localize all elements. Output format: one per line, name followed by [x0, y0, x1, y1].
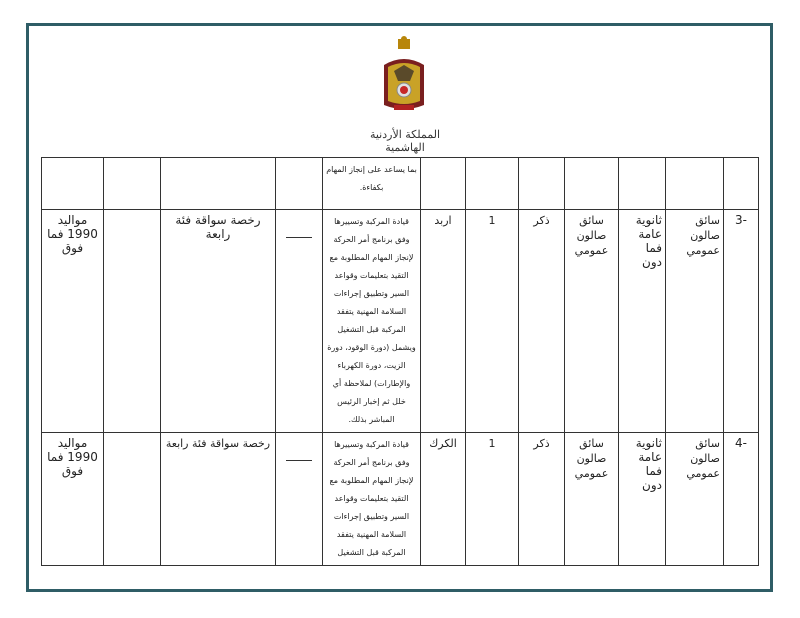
cell-count [466, 158, 519, 210]
cell-duties: بما يساعد على إنجاز المهام بكفاءة. [323, 158, 421, 210]
cell-qualification: ثانوية عامة فما دون [619, 210, 666, 433]
cell-index: -3 [724, 210, 759, 433]
cell-specialization: سائق صالون عمومي [565, 210, 619, 433]
cell-specialization: سائق صالون عمومي [565, 433, 619, 566]
cell-notes [104, 210, 161, 433]
cell-license: رخصة سواقة فئة رابعة [161, 210, 276, 433]
cell-duties: قيادة المركبة وتسييرها وفق برنامج أمر الحركة لإنجاز المهام المطلوبة مع التقيد بتعليمات وقواعد السير وتطبيق إجراءات السلامة المهنية يتفقد المركبة قبل التشغيل ويشمل (دورة الوقود، دورة الزيت، دورة الكهرباء والإطارات) لملاحظة أي خلل ثم إخبار الرئيس المباشر بذلك. [323, 210, 421, 433]
cell-count: 1 [466, 433, 519, 566]
cell-experience [276, 210, 323, 433]
kingdom-title: المملكة الأردنية الهاشمية [369, 128, 441, 154]
cell-index [724, 158, 759, 210]
cell-gender: ذكر [519, 433, 565, 566]
coat-of-arms-icon [376, 35, 432, 115]
dash-mark [286, 460, 312, 461]
cell-birth: مواليد 1990 فما فوق [42, 433, 104, 566]
cell-experience [276, 158, 323, 210]
cell-gender: ذكر [519, 210, 565, 433]
cell-qualification [619, 158, 666, 210]
table-row [42, 210, 759, 433]
cell-job-title [666, 158, 724, 210]
dash-mark [286, 237, 312, 238]
cell-governorate: الكرك [421, 433, 466, 566]
cell-birth: مواليد 1990 فما فوق [42, 210, 104, 433]
cell-gender [519, 158, 565, 210]
cell-birth [42, 158, 104, 210]
cell-specialization [565, 158, 619, 210]
jobs-table [41, 157, 759, 566]
cell-qualification: ثانوية عامة فما دون [619, 433, 666, 566]
cell-license: رخصة سواقة فئة رابعة [161, 433, 276, 566]
table-row [42, 433, 759, 566]
cell-count: 1 [466, 210, 519, 433]
cell-license [161, 158, 276, 210]
cell-governorate: اربد [421, 210, 466, 433]
cell-job-title: سائق صالون عمومي [666, 210, 724, 433]
cell-job-title: سائق صالون عمومي [666, 433, 724, 566]
cell-duties: قيادة المركبة وتسييرها وفق برنامج أمر الحركة لإنجاز المهام المطلوبة مع التقيد بتعليمات وقواعد السير وتطبيق إجراءات السلامة المهنية يتفقد المركبة قبل التشغيل [323, 433, 421, 566]
cell-notes [104, 433, 161, 566]
cell-governorate [421, 158, 466, 210]
cell-index: -4 [724, 433, 759, 566]
cell-notes [104, 158, 161, 210]
cell-experience [276, 433, 323, 566]
table-row [42, 158, 759, 210]
